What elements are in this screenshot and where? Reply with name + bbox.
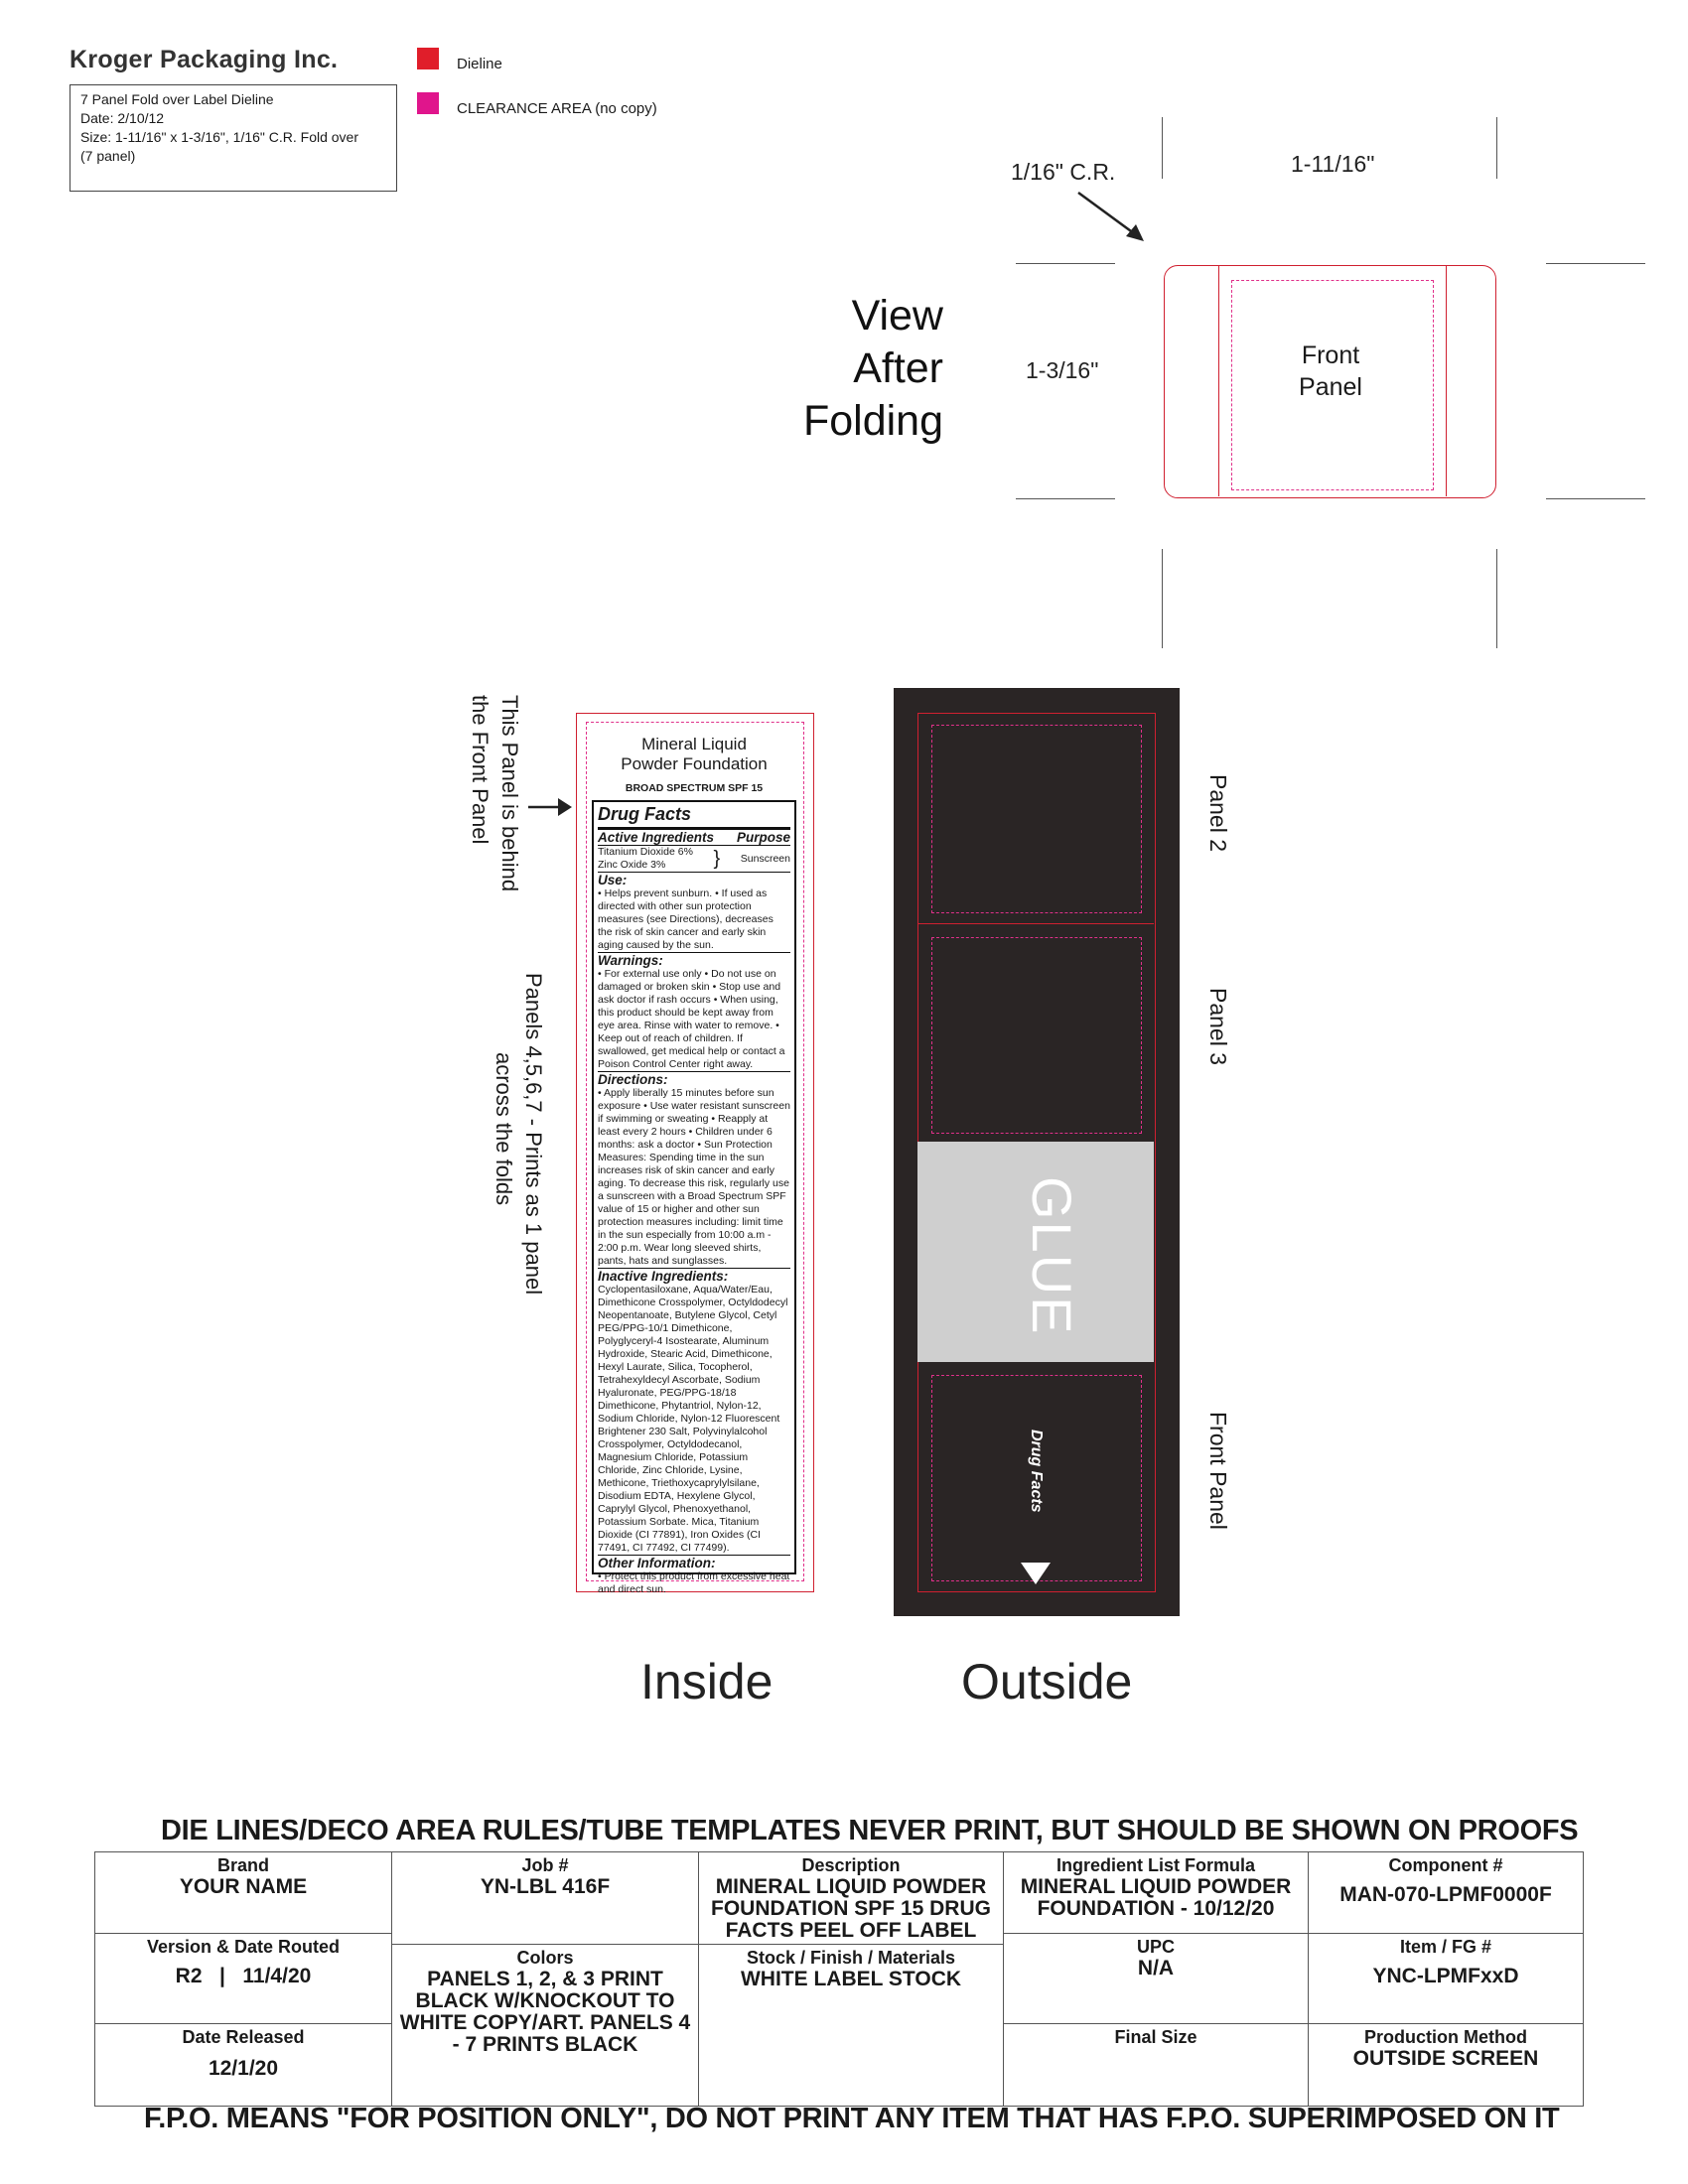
stock-cell (699, 1945, 1004, 2107)
item-cell (1309, 1934, 1584, 2024)
purpose-header: Purpose (736, 830, 790, 845)
crop-mark (1546, 263, 1645, 264)
front-panel-line: Panel (1299, 373, 1362, 401)
version-label: Version & Date Routed (146, 1937, 341, 1957)
date-released-value: 12/1/20 (208, 2057, 279, 2080)
df-section-inactive (598, 1269, 790, 1556)
title-line: View (851, 292, 943, 340)
note-line: This Panel is behind (497, 695, 522, 892)
panel2-label: Panel 2 (1205, 774, 1231, 853)
final-size-cell (1004, 2024, 1309, 2107)
panel2-clearance (931, 725, 1142, 913)
outside-caption: Outside (961, 1654, 1133, 1709)
inside-product-title (578, 735, 810, 798)
legend-clearance: CLEARANCE AREA (no copy) (457, 100, 657, 117)
production-cell (1309, 2024, 1584, 2107)
upc-value: N/A (1137, 1957, 1175, 1979)
note-line: across the folds (492, 1052, 516, 1206)
df-section-other (598, 1556, 790, 1596)
df-section-warnings (598, 953, 790, 1072)
spf-label: BROAD SPECTRUM SPF 15 (625, 782, 764, 794)
front-panel-label (1281, 340, 1380, 403)
title-block (94, 1851, 1584, 2107)
final-size-label: Final Size (1114, 2027, 1197, 2047)
fold-line (917, 923, 1154, 924)
version-value: R2 | 11/4/20 (175, 1965, 312, 1987)
inside-caption: Inside (640, 1654, 774, 1709)
fpo-notice: F.P.O. MEANS "FOR POSITION ONLY", DO NOT PRINT ANY ITEM THAT HAS F.P.O. SUPERIMPOSED ON IT (144, 2103, 1560, 2134)
production-value: OUTSIDE SCREEN (1352, 2047, 1539, 2070)
component-cell (1309, 1852, 1584, 1934)
info-line: 7 Panel Fold over Label Dieline (80, 91, 274, 107)
crop-mark (1496, 117, 1497, 179)
behind-panel-note (465, 695, 524, 891)
stock-value: WHITE LABEL STOCK (740, 1968, 962, 1990)
view-after-folding-title (765, 290, 943, 448)
description-cell (699, 1852, 1004, 1945)
job-cell (392, 1852, 699, 1945)
section-title: Other Information: (598, 1556, 716, 1570)
actives-row: Titanium Dioxide 6% Zinc Oxide 3% } Sunscreen (598, 846, 790, 871)
section-text: • For external use only • Do not use on damaged or broken skin • Stop use and ask doctor if rash occurs • When using, this product should be kept away from eye area. Rinse with water to remove. • Keep out of reach of children. If swallowed, get medical help or contact a Poison Control Center right away. (598, 968, 785, 1070)
description-label: Description (801, 1855, 901, 1875)
brand-label: Brand (216, 1855, 269, 1875)
df-section-directions (598, 1072, 790, 1269)
section-title: Warnings: (598, 953, 663, 968)
arrow-right-icon (526, 792, 576, 822)
product-line: Powder Foundation (621, 754, 768, 773)
product-line: Mineral Liquid (641, 735, 747, 753)
section-text: • Protect this product from excessive heat and direct sun. (598, 1570, 790, 1595)
crop-mark (1016, 263, 1115, 264)
front-panel-line: Front (1301, 341, 1360, 369)
date-released-label: Date Released (182, 2027, 305, 2047)
legend-dieline: Dieline (457, 56, 502, 72)
triangle-down-icon (1019, 1561, 1053, 1586)
active-ingredient: Zinc Oxide 3% (598, 859, 666, 871)
section-title: Directions: (598, 1072, 668, 1087)
version-cell (95, 1934, 392, 2024)
upc-label: UPC (1136, 1937, 1175, 1957)
crop-mark (1162, 117, 1163, 179)
df-section-use (598, 873, 790, 953)
clearance-swatch (417, 92, 439, 114)
dieline-info-box (70, 84, 397, 192)
die-lines-notice: DIE LINES/DECO AREA RULES/TUBE TEMPLATES NEVER PRINT, BUT SHOULD BE SHOWN ON PROOFS (161, 1815, 1579, 1846)
crop-mark (1496, 549, 1497, 648)
crop-mark (1546, 498, 1645, 499)
drug-facts-tab: Drug Facts (1028, 1430, 1045, 1513)
dieline-swatch (417, 48, 439, 69)
crop-mark (1016, 498, 1115, 499)
info-line: Size: 1-11/16" x 1-3/16", 1/16" C.R. Fold over (80, 129, 359, 145)
panel3-label: Panel 3 (1205, 988, 1231, 1066)
active-ingredients-header: Active Ingredients (598, 830, 715, 845)
purpose-value: Sunscreen (740, 852, 790, 865)
colors-value: PANELS 1, 2, & 3 PRINT BLACK W/KNOCKOUT TO WHITE COPY/ART. PANELS 4 - 7 PRINTS BLACK (399, 1968, 691, 2056)
drug-facts-title: Drug Facts (598, 804, 790, 830)
info-line: Date: 2/10/12 (80, 110, 165, 126)
ingredient-cell (1004, 1852, 1309, 1934)
width-label: 1-11/16" (1291, 151, 1375, 177)
glue-label: GLUE (1021, 1176, 1083, 1336)
info-line: (7 panel) (80, 148, 136, 164)
brand-cell (95, 1852, 392, 1934)
title-line: After (853, 344, 943, 392)
corner-arrow-icon (1072, 187, 1152, 246)
note-line: the Front Panel (468, 695, 492, 845)
section-text: • Apply liberally 15 minutes before sun exposure • Use water resistant sunscreen if swimming or sweating • Reapply at least every 2 hours • Children under 6 months: ask a doctor • Sun Protection Measures: Spending time in the sun increases risk of skin cancer and early aging. To decrease this risk, regularly use a sunscreen with a Broad Spectrum SPF value of 15 or higher and other sun protection measures including: limit time in the sun especially from 10:00 a.m - 2:00 p.m. Wear long sleeved shirts, pants, hats and sunglasses. (598, 1087, 790, 1267)
date-released-cell (95, 2024, 392, 2107)
description-value: MINERAL LIQUID POWDER FOUNDATION SPF 15 DRUG FACTS PEEL OFF LABEL (711, 1875, 991, 1942)
component-value: MAN-070-LPMF0000F (1339, 1883, 1552, 1906)
front-panel-side-label: Front Panel (1205, 1412, 1231, 1530)
job-label: Job # (521, 1855, 569, 1875)
crop-mark (1162, 549, 1163, 648)
title-line: Folding (802, 397, 943, 445)
section-text: • Helps prevent sunburn. • If used as directed with other sun protection measures (see Directions), decreases the risk of skin cancer and early skin aging caused by the sun. (598, 887, 774, 951)
stock-label: Stock / Finish / Materials (746, 1948, 956, 1968)
section-title: Use: (598, 873, 628, 887)
item-label: Item / FG # (1399, 1937, 1492, 1957)
section-text: Cyclopentasiloxane, Aqua/Water/Eau, Dimethicone Crosspolymer, Octyldodecyl Neopentanoate, Butylene Glycol, Cetyl PEG/PPG-10/1 Dimethicone, Polyglyceryl-4 Isostearate, Aluminum Hydroxide, Stearic Acid, Dimethicone, Hexyl Laurate, Silica, Tocopherol, Tetrahexyldecyl Ascorbate, Sodium Hyaluronate, PEG/PPG-18/18 Dimethicone, Phytantriol, Nylon-12, Sodium Chloride, Nylon-12 Fluorescent Brightener 230 Salt, Polyvinylalcohol Crosspolymer, Octyldodecanol, Magnesium Chloride, Potassium Chloride, Zinc Chloride, Lysine, Methicone, Triethoxycaprylylsilane, Disodium EDTA, Hexylene Glycol, Caprylyl Glycol, Phenoxyethanol, Potassium Sorbate. Mica, Titanium Dioxide (CI 77891), Iron Oxides (CI 77491, CI 77492, CI 77499). (598, 1284, 788, 1554)
item-value: YNC-LPMFxxD (1372, 1965, 1519, 1987)
upc-cell (1004, 1934, 1309, 2024)
note-line: Panels 4,5,6,7 - Prints as 1 panel (521, 973, 546, 1296)
active-ingredient: Titanium Dioxide 6% (598, 846, 693, 858)
prints-across-note (489, 973, 548, 1295)
corner-radius-label: 1/16" C.R. (1011, 159, 1116, 185)
ingredient-label: Ingredient List Formula (1055, 1855, 1255, 1875)
active-header-row (598, 830, 790, 846)
production-label: Production Method (1364, 2027, 1527, 2047)
colors-label: Colors (516, 1948, 574, 1968)
ingredient-value: MINERAL LIQUID POWDER FOUNDATION - 10/12/20 (1020, 1875, 1292, 1920)
drug-facts-panel (592, 800, 796, 1595)
panel3-clearance (931, 937, 1142, 1134)
height-label: 1-3/16" (1026, 357, 1099, 383)
job-value: YN-LBL 416F (480, 1875, 611, 1898)
section-title: Inactive Ingredients: (598, 1269, 729, 1284)
company-name: Kroger Packaging Inc. (70, 46, 339, 73)
colors-cell (392, 1945, 699, 2107)
brand-value: YOUR NAME (179, 1875, 308, 1898)
component-label: Component # (1388, 1855, 1503, 1875)
